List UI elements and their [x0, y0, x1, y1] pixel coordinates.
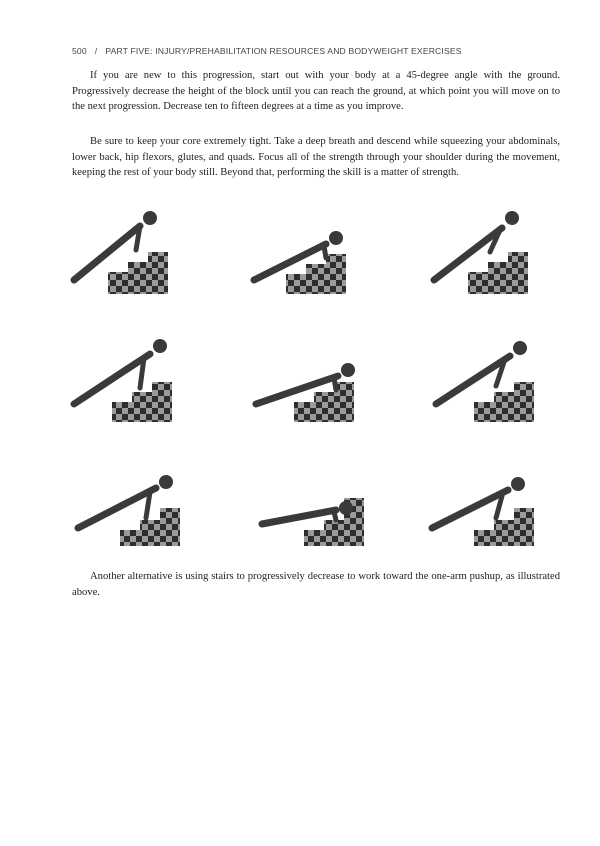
page-number: 500 [72, 46, 87, 56]
stair-pushup-illustration-4 [68, 336, 204, 436]
stair-pushup-illustration-5 [250, 336, 386, 436]
stair-pushup-illustration-2 [246, 202, 382, 302]
header-separator: / [94, 46, 98, 56]
stair-pushup-illustration-1 [68, 202, 204, 302]
stair-pushup-illustration-8 [254, 470, 390, 570]
stair-pushup-illustration-3 [428, 202, 564, 302]
stair-pushup-illustration-7 [70, 470, 206, 570]
running-head [72, 46, 552, 56]
paragraph-core-tight: Be sure to keep your core extremely tight. Take a deep breath and descend while squeezing your abdominals, lower back, hip flexors, glutes, and quads. Focus all of the strength through your shoulder during the movement, keeping the rest of your body still. Beyond that, performing the skill is a matter of strength. [72, 136, 560, 178]
stair-pushup-illustration-9 [424, 470, 560, 570]
paragraph-block-height: If you are new to this progression, start out with your body at a 45-degree angle with the ground. Progressively decrease the height of the block until you can reach the ground, at which point you will move on to the next progression. Decrease ten to fifteen degrees at a time as you improve. [72, 70, 560, 112]
stair-pushup-illustration-6 [430, 336, 566, 436]
paragraph-stairs-alternative: Another alternative is using stairs to progressively decrease to work toward the one-arm pushup, as illustrated above. [72, 571, 560, 598]
section-title: PART FIVE: INJURY/PREHABILITATION RESOURCES AND BODYWEIGHT EXERCISES [105, 46, 462, 56]
